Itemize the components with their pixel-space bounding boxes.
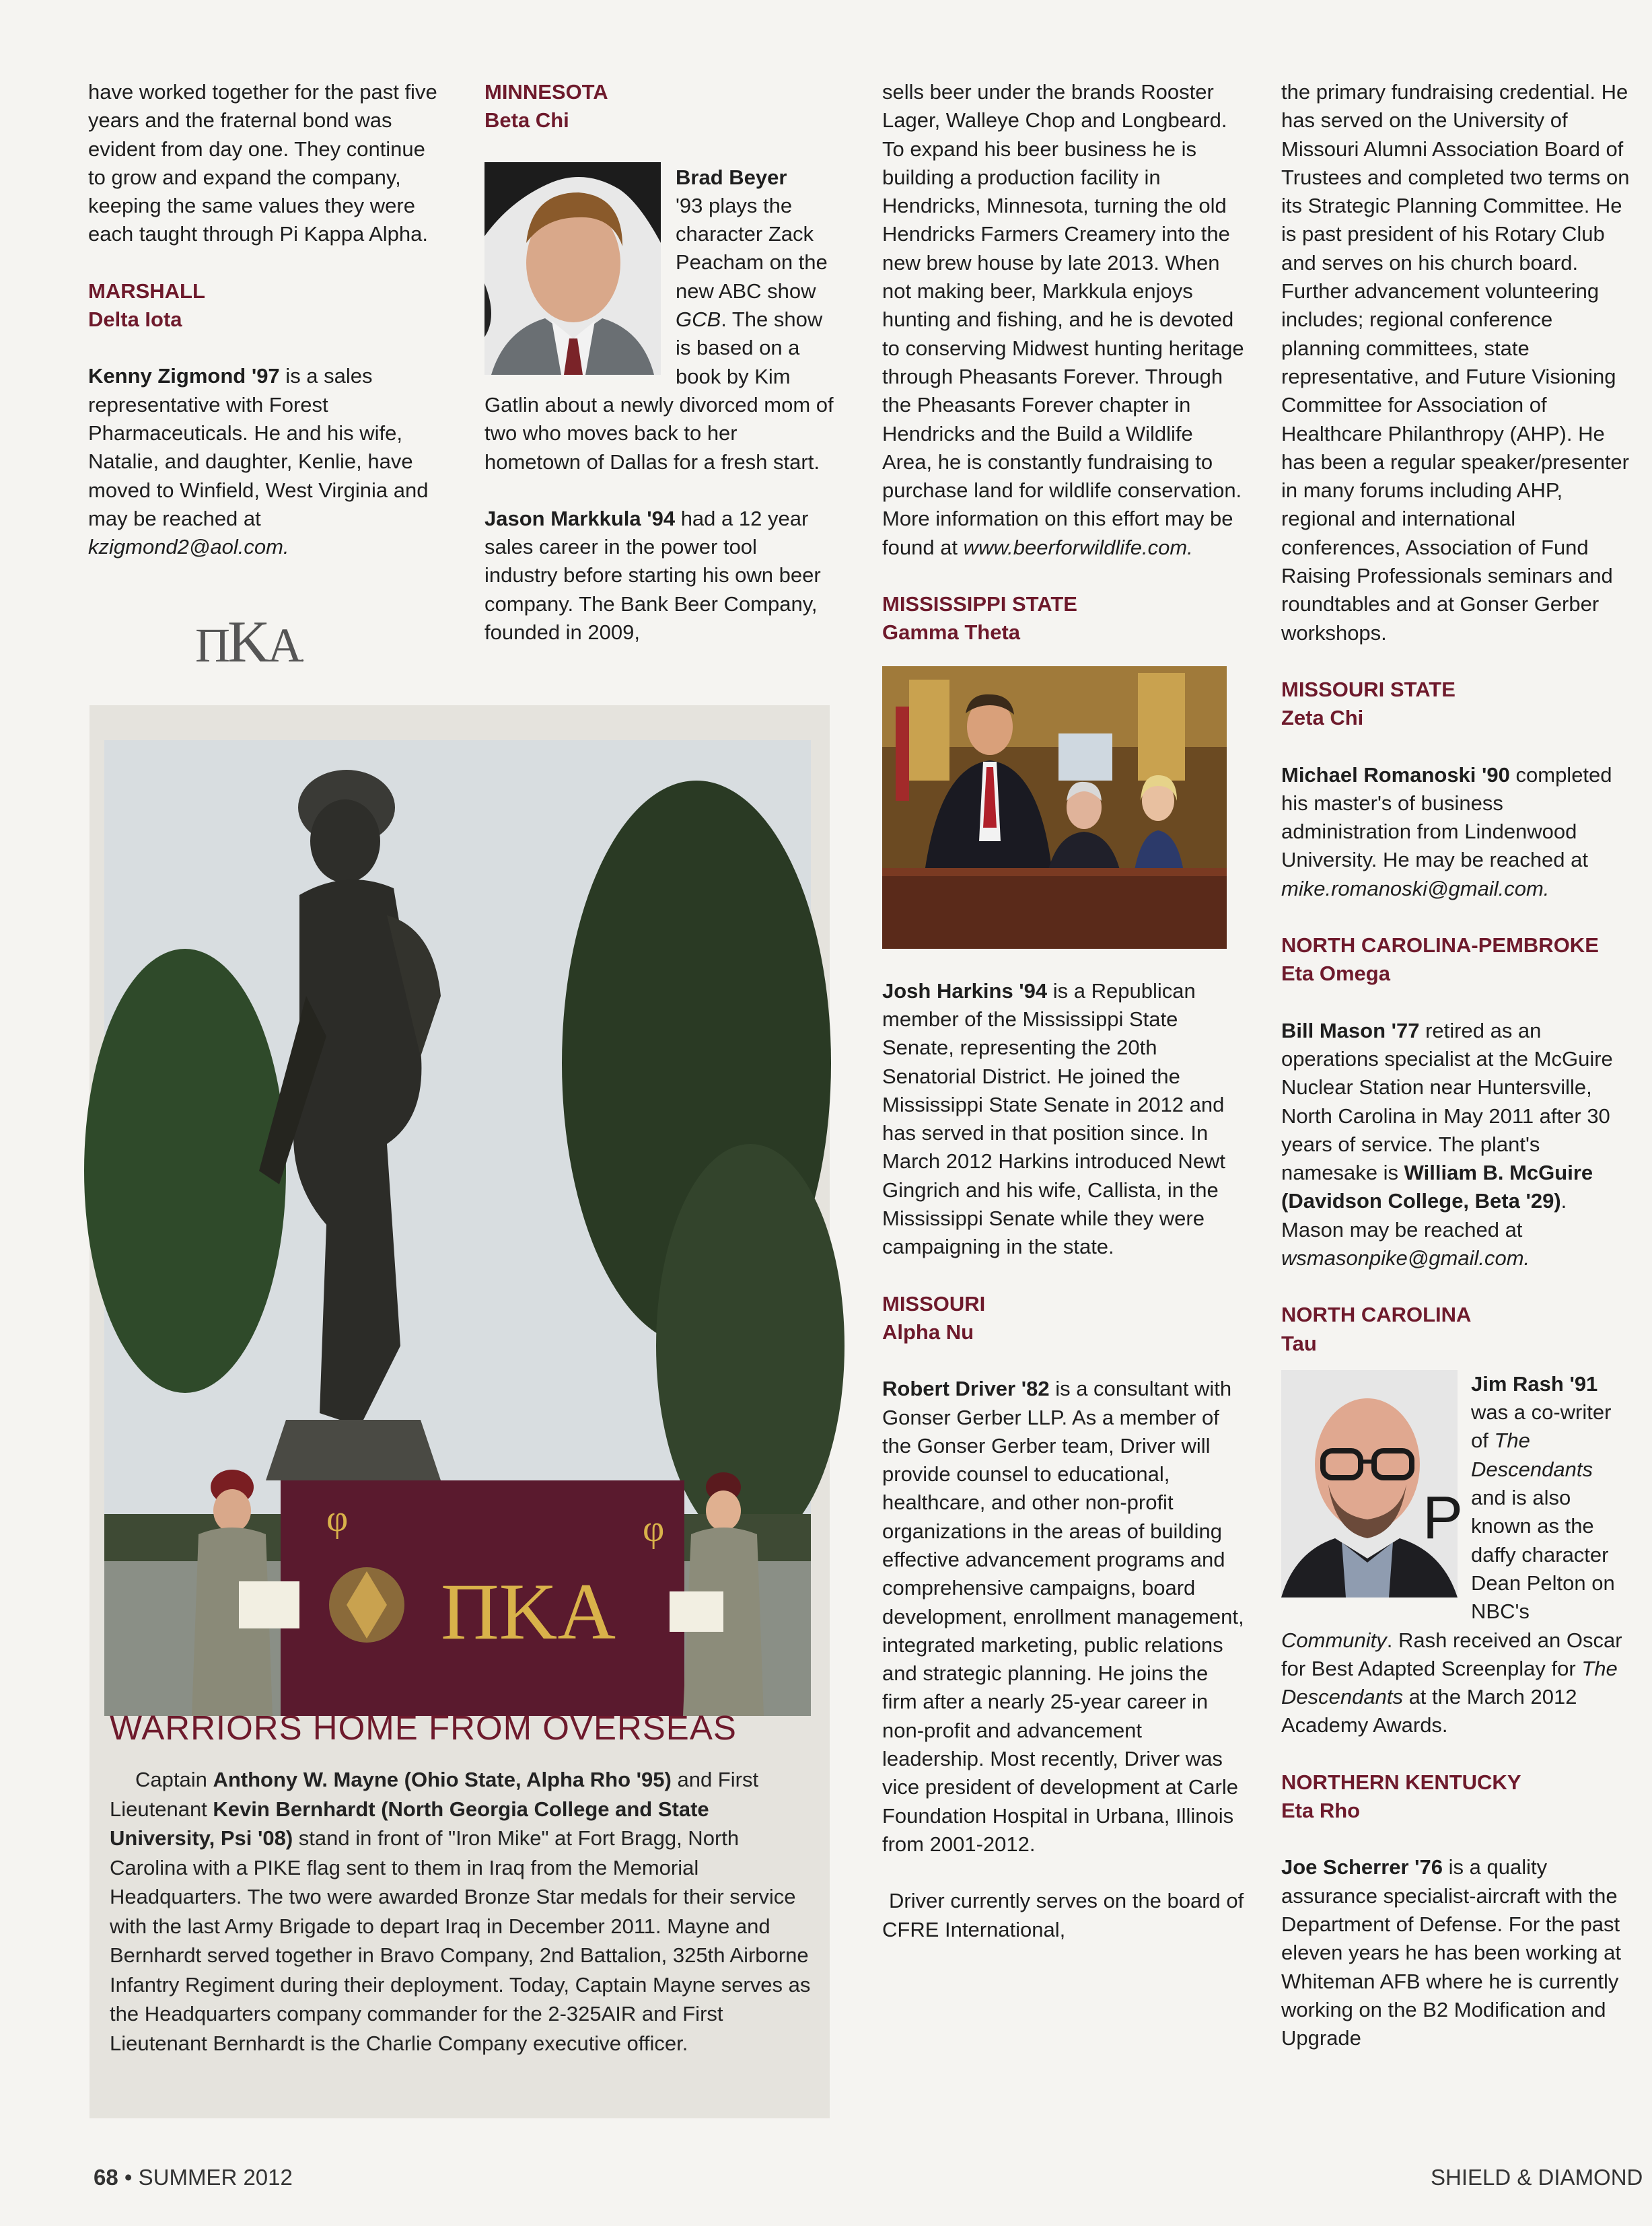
entry-zigmond: Kenny Zigmond '97 is a sales representative with Forest Pharmaceuticals. He and his wife, Natalie, and daughter, Kenlie, have moved to Winfield, West Virginia and may be reached at kzigmond2@aol.com. (88, 364, 429, 559)
flag-letters: ΠΚΑ (441, 1567, 616, 1656)
entry-scherrer: Joe Scherrer '76 is a quality assurance specialist-aircraft with the Department of Defense. For the past eleven years he has been working at Whiteman AFB where he is currently working on the B2 Modification and Upgrade (1281, 1855, 1621, 2050)
column-3 (882, 78, 1246, 1944)
sidebar-title: WARRIORS HOME FROM OVERSEAS (110, 1709, 737, 1747)
alumnus-name: Jim Rash '91 (1471, 1371, 1598, 1396)
senate-photo (882, 666, 1227, 949)
chapter-name-eta-rho: Eta Rho (1281, 1799, 1361, 1823)
brad-beyer-photo (484, 162, 661, 375)
svg-text:P: P (1423, 1484, 1464, 1552)
pka-logo: ΠKA. (195, 610, 303, 675)
alumnus-name: Jason Markkula '94 (484, 506, 676, 530)
section-heading-marshall: MARSHALL (88, 279, 205, 303)
alumnus-name: Josh Harkins '94 (882, 978, 1048, 1003)
email-link[interactable]: wsmasonpike@gmail.com. (1281, 1246, 1530, 1270)
portrait-illustration (484, 162, 661, 375)
chapter-name-eta-omega: Eta Omega (1281, 962, 1390, 986)
website-link[interactable]: www.beerforwildlife.com. (963, 535, 1193, 559)
person-name: Anthony W. Mayne (Ohio State, Alpha Rho '95) (213, 1768, 672, 1791)
section-heading-north-carolina: NORTH CAROLINA (1281, 1303, 1472, 1327)
section-heading-missouri: MISSOURI (882, 1291, 986, 1316)
portrait-illustration (1281, 1370, 1464, 1597)
alumnus-name: Bill Mason '77 (1281, 1018, 1420, 1042)
entry-markkula: Jason Markkula '94 had a 12 year sales career in the power tool industry before starting his own beer company. The Bank Beer Company, founded in 2009, (484, 506, 821, 645)
warriors-sidebar (89, 705, 830, 2118)
chapter-name-beta-chi: Beta Chi (484, 108, 569, 133)
show-title: GCB (676, 308, 721, 332)
sidebar-caption: Captain Anthony W. Mayne (Ohio State, Alpha Rho '95) and First Lieutenant Kevin Bernhardt (North Georgia College and State University, Psi '08) stand in front of "Iron Mike" at Fort Bragg, North Carolina with a PIKE flag sent to them in Iraq from the Memorial Headquarters. The two were awarded Bronze Star medals for their service with the last Army Brigade to depart Iraq in December 2011. Mayne and Bernhardt served together in Bravo Company, 2nd Battalion, 325th Airborne Infantry Regiment during their deployment. Today, Captain Mayne serves as the Headquarters company commander for the 2-325AIR and First Lieutenant Bernhardt is the Charlie Company executive officer. (110, 1768, 811, 2055)
film-title: The Descendants (1281, 1656, 1618, 1709)
markkula-continued: sells beer under the brands Rooster Lager, Walleye Chop and Longbeard. To expand his beer business he is building a production facility in Hendricks, Minnesota, turning the old Hendricks Farmers Creamery into the new brew house by late 2013. When not making beer, Markkula enjoys hunting and fishing, and he is devoted to conserving Midwest hunting heritage through Pheasants Forever. Through the Pheasants Forever chapter in Hendricks and the Build a Wildlife Area, he is constantly fundraising to purchase land for wildlife conservation. More information on this effort may be found at www.beerforwildlife.com. (882, 80, 1244, 559)
alumnus-name: Brad Beyer (676, 165, 787, 189)
chapter-name-zeta-chi: Zeta Chi (1281, 706, 1364, 730)
magazine-title: SHIELD & DIAMOND (1431, 2165, 1643, 2190)
email-link[interactable]: mike.romanoski@gmail.com. (1281, 876, 1550, 900)
entry-romanoski: Michael Romanoski '90 completed his master's of business administration from Lindenwood University. He may be reached at mike.romanoski@gmail.com. (1281, 762, 1612, 900)
chapter-name-tau: Tau (1281, 1331, 1317, 1355)
flag-phi-left: φ (326, 1498, 349, 1540)
section-heading-mississippi-state: MISSISSIPPI STATE (882, 592, 1077, 616)
page-footer-left: 68 • SUMMER 2012 (94, 2165, 293, 2190)
entry-driver-continued: Driver currently serves on the board of CFRE International, (882, 1889, 1244, 1941)
section-heading-nc-pembroke: NORTH CAROLINA-PEMBROKE (1281, 933, 1599, 958)
film-title: The Descendants (1471, 1429, 1593, 1481)
column-4 (1281, 78, 1631, 2052)
entry-driver: Robert Driver '82 is a consultant with Gonser Gerber LLP. As a member of the Gonser Gerber team, Driver will provide counsel to educational, healthcare, and other non-profit organizations in the areas of building effective advancement programs and comprehensive campaigns, board development, enrollment management, integrated marketing, public relations and strategic planning. He joins the firm after a nearly 25-year career in non-profit and advancement leadership. Most recently, Driver was vice president of development at Carle Foundation Hospital in Urbana, Illinois from 2001-2012. (882, 1377, 1244, 1856)
section-heading-minnesota: MINNESOTA (484, 80, 608, 104)
senate-illustration (882, 666, 1227, 949)
intro-text: have worked together for the past five years and the fraternal bond was evident from day one. They continue to grow and expand the company, keeping the same values they were each taught through Pi Kappa Alpha. (88, 80, 437, 246)
column-1 (88, 78, 438, 561)
page-number: 68 (94, 2165, 118, 2190)
jim-rash-photo (1281, 1370, 1464, 1597)
iron-mike-photo (104, 740, 811, 1716)
section-heading-northern-kentucky: NORTHERN KENTUCKY (1281, 1770, 1521, 1794)
alumnus-name: Robert Driver '82 (882, 1377, 1050, 1401)
person-name: Kevin Bernhardt (North Georgia College and State University, Psi '08) (110, 1797, 709, 1850)
namesake-name: William B. McGuire (Davidson College, Beta '29) (1281, 1161, 1593, 1213)
statue-illustration (104, 740, 811, 1716)
email-link[interactable]: kzigmond2@aol.com. (88, 535, 289, 559)
show-title: Community (1281, 1628, 1387, 1652)
alumnus-name: Kenny Zigmond '97 (88, 364, 280, 388)
entry-harkins: Josh Harkins '94 is a Republican member of the Mississippi State Senate, representing the 20th Senatorial District. He joined the Mississippi State Senate in 2012 and has served in that position since. In March 2012 Harkins introduced Newt Gingrich and his wife, Callista, in the Mississippi Senate while they were campaigning in the state. (882, 978, 1226, 1259)
section-heading-missouri-state: MISSOURI STATE (1281, 677, 1456, 701)
flag-phi-right: φ (643, 1508, 665, 1550)
issue-label: SUMMER 2012 (138, 2165, 293, 2190)
entry-beyer: Brad Beyer '93 plays the character Zack Peacham on the new ABC show GCB. The show is based on a book by Kim Gatlin about a newly divorced mom of two who moves back to her hometown of Dallas for a fresh start. (484, 165, 834, 474)
chapter-name-gamma-theta: Gamma Theta (882, 620, 1021, 645)
column-2 (484, 78, 834, 647)
driver-continued: the primary fundraising credential. He has served on the University of Missouri Alumni Association Board of Trustees and completed two terms on its Strategic Planning Committee. He is past president of his Rotary Club and serves on his church board. Further advancement volunteering includes; regional conference planning committees, state representative, and Future Visioning Committee for Association of Healthcare Philanthropy (AHP). He has been a regular speaker/presenter in many forums including AHP, regional and international conferences, Association of Fund Raising Professionals seminars and roundtables and at Gonser Gerber workshops. (1281, 80, 1630, 645)
alumnus-name: Michael Romanoski '90 (1281, 762, 1510, 787)
alumnus-name: Joe Scherrer '76 (1281, 1855, 1443, 1879)
chapter-name-alpha-nu: Alpha Nu (882, 1320, 974, 1344)
entry-mason: Bill Mason '77 retired as an operations specialist at the McGuire Nuclear Station near Huntersville, North Carolina in May 2011 after 30 years of service. The plant's namesake is William B. McGuire (Davidson College, Beta '29). Mason may be reached at wsmasonpike@gmail.com. (1281, 1018, 1613, 1270)
chapter-name-delta-iota: Delta Iota (88, 308, 182, 332)
entry-rash: Jim Rash '91 was a co-writer of The Descendants and is also known as the daffy character Dean Pelton on NBC's Community. Rash received an Oscar for Best Adapted Screenplay for The Descendants at the March 2012 Academy Awards. (1281, 1371, 1622, 1737)
